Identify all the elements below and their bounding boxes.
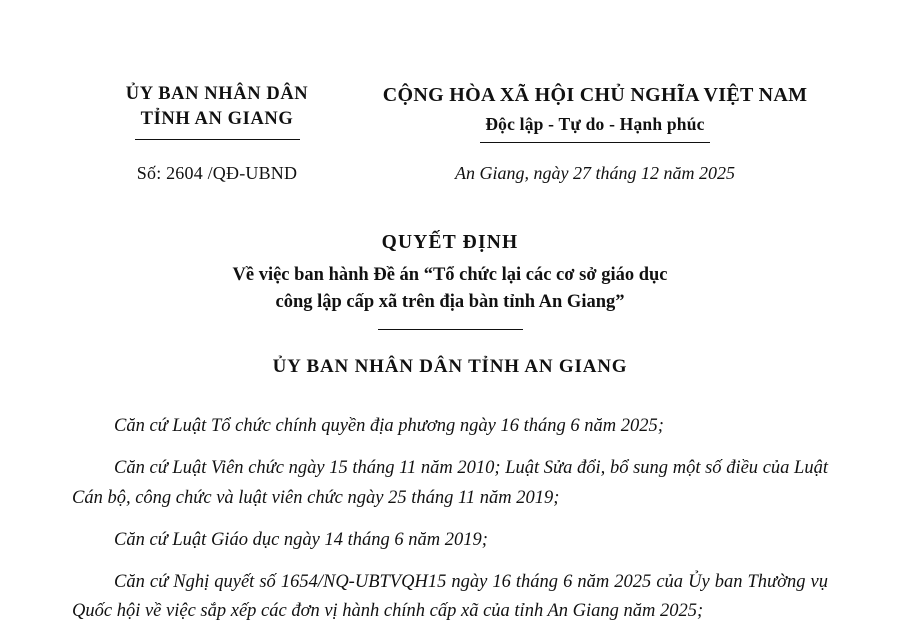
agency-divider <box>135 139 300 140</box>
document-type-title: QUYẾT ĐỊNH <box>381 232 519 253</box>
issuing-authority: ỦY BAN NHÂN DÂN TỈNH AN GIANG <box>272 355 628 377</box>
motto-divider <box>480 142 710 143</box>
issuing-agency-block <box>72 70 362 140</box>
document-title-block <box>72 232 828 330</box>
legal-basis-paragraph: Căn cứ Luật Viên chức ngày 15 tháng 11 năm 2010; Luật Sửa đổi, bổ sung một số điều của Luật Cán bộ, công chức và luật viên chức ngày 25 tháng 11 năm 2019; <box>72 457 828 508</box>
agency-name-line1: ỦY BAN NHÂN DÂN <box>125 84 309 104</box>
agency-name <box>72 82 362 132</box>
place-and-date: An Giang, ngày 27 tháng 12 năm 2025 <box>455 163 735 183</box>
legal-basis-paragraph: Căn cứ Nghị quyết số 1654/NQ-UBTVQH15 ngày 16 tháng 6 năm 2025 của Ủy ban Thường vụ Quốc hội về việc sắp xếp các đơn vị hành chính cấp xã của tỉnh An Giang năm 2025; <box>72 571 828 622</box>
document-subject-line1: Về việc ban hành Đề án “Tổ chức lại các cơ sở giáo dục <box>232 265 668 285</box>
document-subject-line2: công lập cấp xã trên địa bàn tỉnh An Giang” <box>275 291 625 312</box>
national-motto: Độc lập - Tự do - Hạnh phúc <box>485 114 705 134</box>
document-body <box>72 412 828 628</box>
legal-basis-paragraph: Căn cứ Luật Tổ chức chính quyền địa phương ngày 16 tháng 6 năm 2025; <box>114 415 664 436</box>
document-header <box>72 70 828 143</box>
document-number: Số: 2604 /QĐ-UBND <box>136 163 298 183</box>
document-subheader <box>72 163 828 184</box>
title-divider <box>378 329 523 330</box>
document-subject <box>72 262 828 316</box>
national-heading-block <box>362 70 828 143</box>
agency-name-line2: TỈNH AN GIANG <box>140 108 294 129</box>
nation-name: CỘNG HÒA XÃ HỘI CHỦ NGHĨA VIỆT NAM <box>382 84 808 106</box>
legal-basis-paragraph: Căn cứ Luật Giáo dục ngày 14 tháng 6 năm 2019; <box>114 529 488 550</box>
